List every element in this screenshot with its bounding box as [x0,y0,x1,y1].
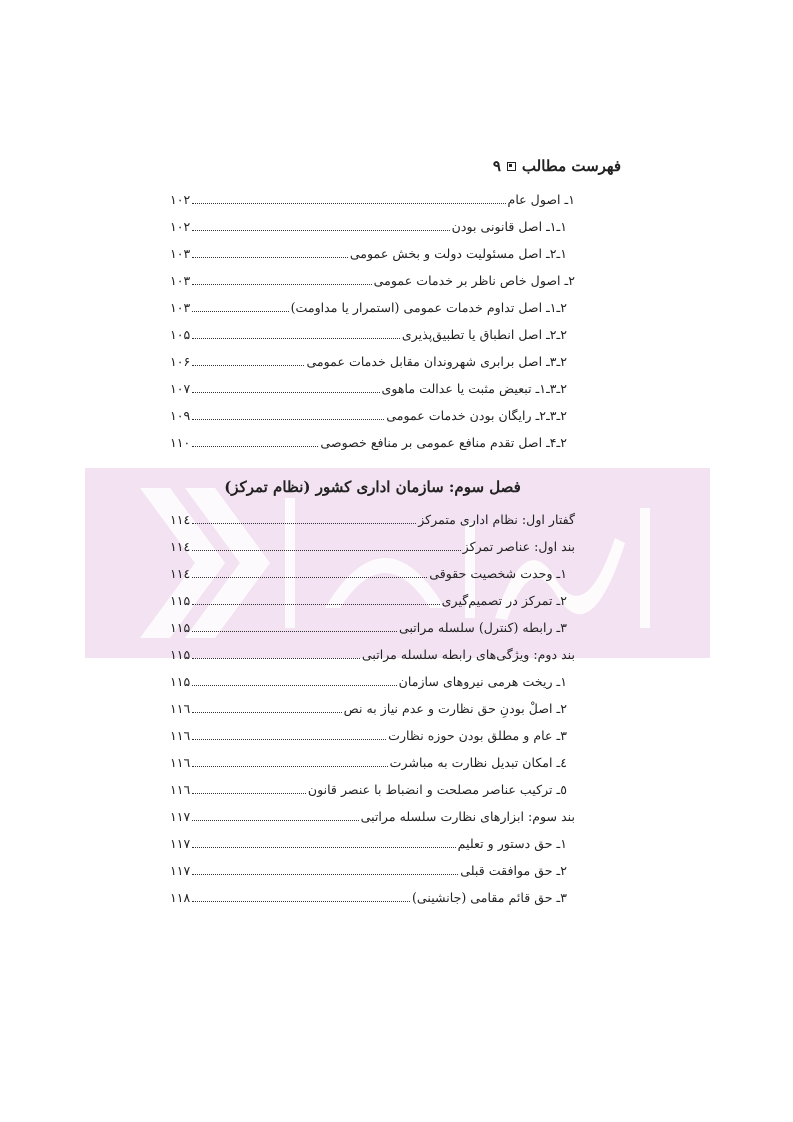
dot-leader [192,418,384,420]
toc-entry [170,593,575,620]
toc-entry-page: ۱۰۳ [170,300,191,315]
toc-entry-page: ۱۰۲ [170,192,191,207]
running-head-page-number: ۹ [492,157,501,175]
toc-entry-page: ۱۰۹ [170,408,191,423]
toc-entry-label: ۲ـ۱ـ اصل تداوم خدمات عمومی (استمرار یا مداومت) [290,300,567,315]
toc-entry-page: ۱۱٤ [170,566,191,581]
toc-entry [170,863,575,890]
toc-entry-label: ۳ـ عام و مطلق بودن حوزه نظارت [388,728,567,743]
toc-entry [170,782,575,809]
toc-entry [170,890,575,917]
toc-entry [170,381,575,408]
toc-entry-label: بند اول: عناصر تمرکز [462,539,575,554]
dot-leader [192,522,416,524]
toc-entry [170,192,575,219]
toc-entry-label: ۲ـ حق موافقت قبلی [460,863,567,878]
toc-entry [170,408,575,435]
toc-entry-page: ۱۰۵ [170,327,191,342]
dot-leader [192,630,397,632]
toc-entry-page: ۱۱۵ [170,647,191,662]
toc-entry-page: ۱۱۵ [170,620,191,635]
dot-leader [192,445,318,447]
toc-entry-page: ۱۱۸ [170,890,191,905]
toc-entry-page: ۱۰۲ [170,219,191,234]
toc-entry-page: ۱۰۶ [170,354,191,369]
toc-entry-label: ۲ـ۳ـ اصل برابری شهروندان مقابل خدمات عمومی [306,354,567,369]
toc-entry [170,647,575,674]
toc-entry-page: ۱۰۳ [170,246,191,261]
dot-leader [192,202,506,204]
toc-entry-page: ۱۱۵ [170,593,191,608]
chapter-heading: فصل سوم: سازمان اداری کشور (نظام تمرکز) [224,478,521,496]
dot-leader [192,391,380,393]
dot-leader [192,657,360,659]
dot-leader [192,765,388,767]
toc-entry-page: ۱۱۵ [170,674,191,689]
toc-entry [170,674,575,701]
dot-leader [192,684,397,686]
dot-leader [192,603,440,605]
toc-entry [170,300,575,327]
toc-entry [170,728,575,755]
toc-entry [170,327,575,354]
toc-list-top [170,192,575,462]
toc-entry-page: ۱۱۰ [170,435,191,450]
toc-entry-page: ۱۱٤ [170,539,191,554]
toc-entry-page: ۱۱۷ [170,863,191,878]
toc-list-bottom [170,512,575,917]
toc-entry [170,755,575,782]
toc-entry [170,435,575,462]
toc-entry-label: ۲ـ اصول خاص ناظر بر خدمات عمومی [373,273,575,288]
toc-entry [170,219,575,246]
toc-entry-label: ۲ـ۲ـ اصل انطباق یا تطبیق‌پذیری [401,327,567,342]
dot-leader [192,256,348,258]
toc-entry-label: ۱ـ ریخت هرمی نیروهای سازمان [398,674,567,689]
running-head [493,157,621,175]
toc-entry-page: ۱۱٦ [170,782,191,797]
toc-entry-page: ۱۰۳ [170,273,191,288]
dot-leader [192,576,427,578]
toc-entry-page: ۱۰۷ [170,381,191,396]
dot-leader [192,283,372,285]
dot-leader [192,846,456,848]
toc-entry [170,273,575,300]
toc-entry-label: ٤ـ امکان تبدیل نظارت به مباشرت [389,755,567,770]
dot-leader [192,337,400,339]
toc-entry-label: ۲ـ تمرکز در تصمیم‌گیری [441,593,567,608]
toc-entry-label: ۱ـ وحدت شخصیت حقوقی [429,566,567,581]
toc-entry-page: ۱۱٦ [170,755,191,770]
dot-leader [192,310,289,312]
toc-entry-page: ۱۱٤ [170,512,191,527]
dot-leader [192,873,458,875]
toc-entry-label: ۳ـ حق قائم مقامی (جانشینی) [412,890,567,905]
toc-entry [170,539,575,566]
dot-leader [192,364,304,366]
toc-entry [170,809,575,836]
toc-entry-label: ٥ـ ترکیب عناصر مصلحت و انضباط با عنصر قانون [307,782,567,797]
toc-entry-label: ۱ـ اصول عام [507,192,575,207]
dot-leader [192,229,450,231]
dot-leader [192,711,342,713]
toc-entry [170,566,575,593]
toc-entry-page: ۱۱۷ [170,809,191,824]
toc-entry [170,701,575,728]
toc-entry-label: ۲ـ۳ـ۲ـ رایگان بودن خدمات عمومی [386,408,567,423]
toc-entry-label: بند سوم: ابزارهای نظارت سلسله مراتبی [360,809,575,824]
toc-entry-page: ۱۱٦ [170,701,191,716]
toc-entry-label: ۲ـ اصلْ بودنِ حق نظارت و عدم نیاز به نص [343,701,567,716]
toc-entry [170,354,575,381]
square-bullet-icon [507,162,516,171]
toc-entry-label: ۲ـ۳ـ۱ـ تبعیض مثبت یا عدالت ماهوی [381,381,567,396]
dot-leader [192,900,410,902]
dot-leader [192,819,359,821]
toc-entry-label: ۱ـ۲ـ اصل مسئولیت دولت و بخش عمومی [349,246,567,261]
toc-entry-label: ۲ـ۴ـ اصل تقدم منافع عمومی بر منافع خصوصی [320,435,567,450]
toc-entry-label: بند دوم: ویژگی‌های رابطه سلسله مراتبی [361,647,575,662]
toc-entry-page: ۱۱٦ [170,728,191,743]
toc-entry-label: ۳ـ رابطه (کنترل) سلسله مراتبی [398,620,567,635]
toc-entry [170,246,575,273]
dot-leader [192,792,306,794]
toc-entry [170,512,575,539]
dot-leader [192,549,461,551]
toc-entry [170,620,575,647]
toc-entry-page: ۱۱۷ [170,836,191,851]
toc-entry-label: ۱ـ۱ـ اصل قانونی بودن [451,219,567,234]
dot-leader [192,738,386,740]
toc-entry-label: گفتار اول: نظام اداری متمرکز [418,512,575,527]
toc-entry-label: ۱ـ حق دستور و تعلیم [457,836,567,851]
toc-entry [170,836,575,863]
running-head-title: فهرست مطالب [521,157,621,175]
